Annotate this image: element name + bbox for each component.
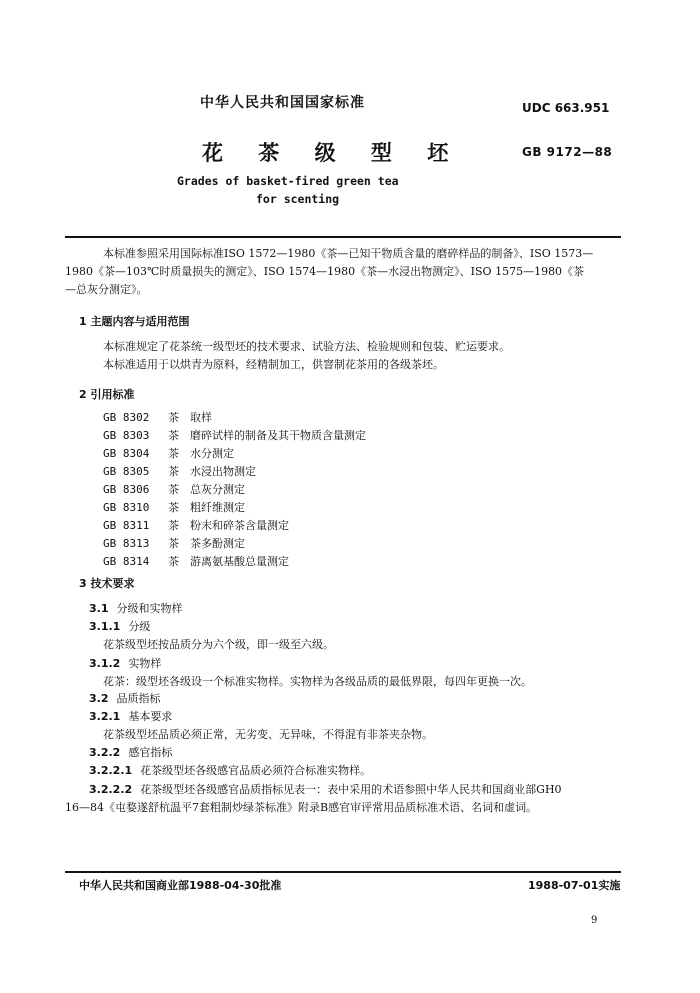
subsection-3-1-2 [89, 655, 161, 673]
reference-subject: 茶 [168, 519, 179, 532]
reference-title: 总灰分测定 [190, 483, 245, 496]
reference-subject: 茶 [168, 447, 179, 460]
reference-title: 水分测定 [190, 447, 234, 460]
top-divider [65, 236, 621, 238]
section3-heading: 3 技术要求 [79, 577, 135, 590]
subsection-number: 3.2.2 [89, 746, 121, 759]
reference-subject: 茶 [168, 465, 179, 478]
udc-code: UDC 663.951 [522, 101, 610, 115]
reference-title: 茶多酚测定 [190, 537, 245, 550]
reference-code: GB 8314 [103, 555, 150, 568]
reference-item [103, 427, 403, 445]
reference-subject: 茶 [168, 501, 179, 514]
reference-code: GB 8310 [103, 501, 150, 514]
reference-title: 磨碎试样的制备及其干物质含量测定 [190, 429, 366, 442]
reference-item [103, 499, 403, 517]
subsection-3-2 [89, 690, 161, 708]
reference-code: GB 8311 [103, 519, 150, 532]
reference-subject: 茶 [168, 411, 179, 424]
reference-item [103, 409, 403, 427]
reference-item [103, 535, 403, 553]
reference-subject: 茶 [168, 537, 179, 550]
subsection-title: 分级 [128, 620, 151, 633]
subsection-3-2-1-text: 花茶级型坯品质必须正常，无劣变、无异味，不得混有非茶夹杂物。 [103, 728, 433, 741]
section2-heading: 2 引用标准 [79, 388, 135, 401]
subsection-number: 3.1.2 [89, 657, 121, 670]
intro-line3: —总灰分测定》。 [65, 283, 148, 296]
subsection-3-1 [89, 600, 183, 618]
subsection-number: 3.2.1 [89, 710, 121, 723]
subsection-3-2-2-1 [89, 762, 371, 780]
reference-title: 取样 [190, 411, 212, 424]
subsection-3-2-2 [89, 744, 172, 762]
reference-code: GB 8304 [103, 447, 150, 460]
page-number: 9 [591, 915, 598, 926]
reference-subject: 茶 [168, 429, 179, 442]
reference-code: GB 8306 [103, 483, 150, 496]
reference-code: GB 8313 [103, 537, 150, 550]
reference-code: GB 8302 [103, 411, 150, 424]
reference-code: GB 8303 [103, 429, 150, 442]
reference-title: 粉末和碎茶含量测定 [190, 519, 289, 532]
subsection-3-1-2-text: 花茶：级型坯各级设一个标准实物样。实物样为各级品质的最低界限，每四年更换一次。 [103, 675, 532, 688]
english-title-line2: for scenting [256, 192, 340, 206]
subsection-3-1-1 [89, 618, 150, 636]
reference-subject: 茶 [168, 555, 179, 568]
subsection-title: 实物样 [128, 657, 162, 670]
subsection-number: 3.1.1 [89, 620, 121, 633]
subsection-3-2-2-2 [89, 781, 562, 799]
implementation-date: 1988-07-01实施 [528, 879, 621, 892]
intro-line1: 本标准参照采用国际标准ISO 1572—1980《茶—已知干物质含量的磨碎样品的制备》、ISO 1573— [103, 247, 594, 260]
subsection-text: 花茶级型坯各级感官品质必须符合标准实物样。 [140, 764, 372, 777]
reference-item [103, 463, 403, 481]
subsection-title: 品质指标 [116, 692, 161, 705]
subsection-number: 3.1 [89, 602, 109, 615]
subsection-number: 3.2.2.1 [89, 764, 133, 777]
reference-item [103, 517, 403, 535]
bottom-divider [65, 871, 621, 873]
subsection-3-2-2-2-text-cont: 16—84《屯婺遂舒杭温平7套粗制炒绿茶标准》附录B感官审评常用品质标准术语、名词和虚词。 [65, 801, 538, 814]
english-title-line1: Grades of basket-fired green tea [177, 174, 399, 188]
subsection-number: 3.2.2.2 [89, 783, 133, 796]
subsection-3-1-1-text: 花茶级型坯按品质分为六个级，即一级至六级。 [103, 638, 334, 651]
reference-title: 粗纤维测定 [190, 501, 245, 514]
subsection-title: 分级和实物样 [116, 602, 183, 615]
approval-line: 中华人民共和国商业部1988-04-30批准 [79, 879, 282, 892]
subsection-title: 基本要求 [128, 710, 173, 723]
gb-code: GB 9172—88 [522, 145, 613, 159]
reference-item [103, 553, 403, 571]
subsection-text: 花茶级型坯各级感官品质指标见表一：表中采用的术语参照中华人民共和国商业部GH0 [140, 783, 562, 796]
reference-subject: 茶 [168, 483, 179, 496]
section1-para2: 本标准适用于以烘青为原料，经精制加工，供窨制花茶用的各级茶坯。 [103, 358, 444, 371]
reference-code: GB 8305 [103, 465, 150, 478]
intro-line2: 1980《茶—103℃时质量损失的测定》、ISO 1574—1980《茶—水浸出物测定》、ISO 1575—1980《茶 [65, 265, 585, 278]
subsection-3-2-1 [89, 708, 172, 726]
subsection-title: 感官指标 [128, 746, 173, 759]
reference-list [103, 409, 403, 571]
subsection-number: 3.2 [89, 692, 109, 705]
standard-name: 中华人民共和国国家标准 [200, 95, 365, 111]
section1-heading: 1 主题内容与适用范围 [79, 315, 190, 328]
reference-title: 游离氨基酸总量测定 [190, 555, 289, 568]
reference-item [103, 481, 403, 499]
section1-para1: 本标准规定了花茶统一级型坯的技术要求、试验方法、检验规则和包装、贮运要求。 [103, 340, 510, 353]
document-title: 花 茶 级 型 坯 [202, 141, 463, 165]
reference-item [103, 445, 403, 463]
reference-title: 水浸出物测定 [190, 465, 256, 478]
